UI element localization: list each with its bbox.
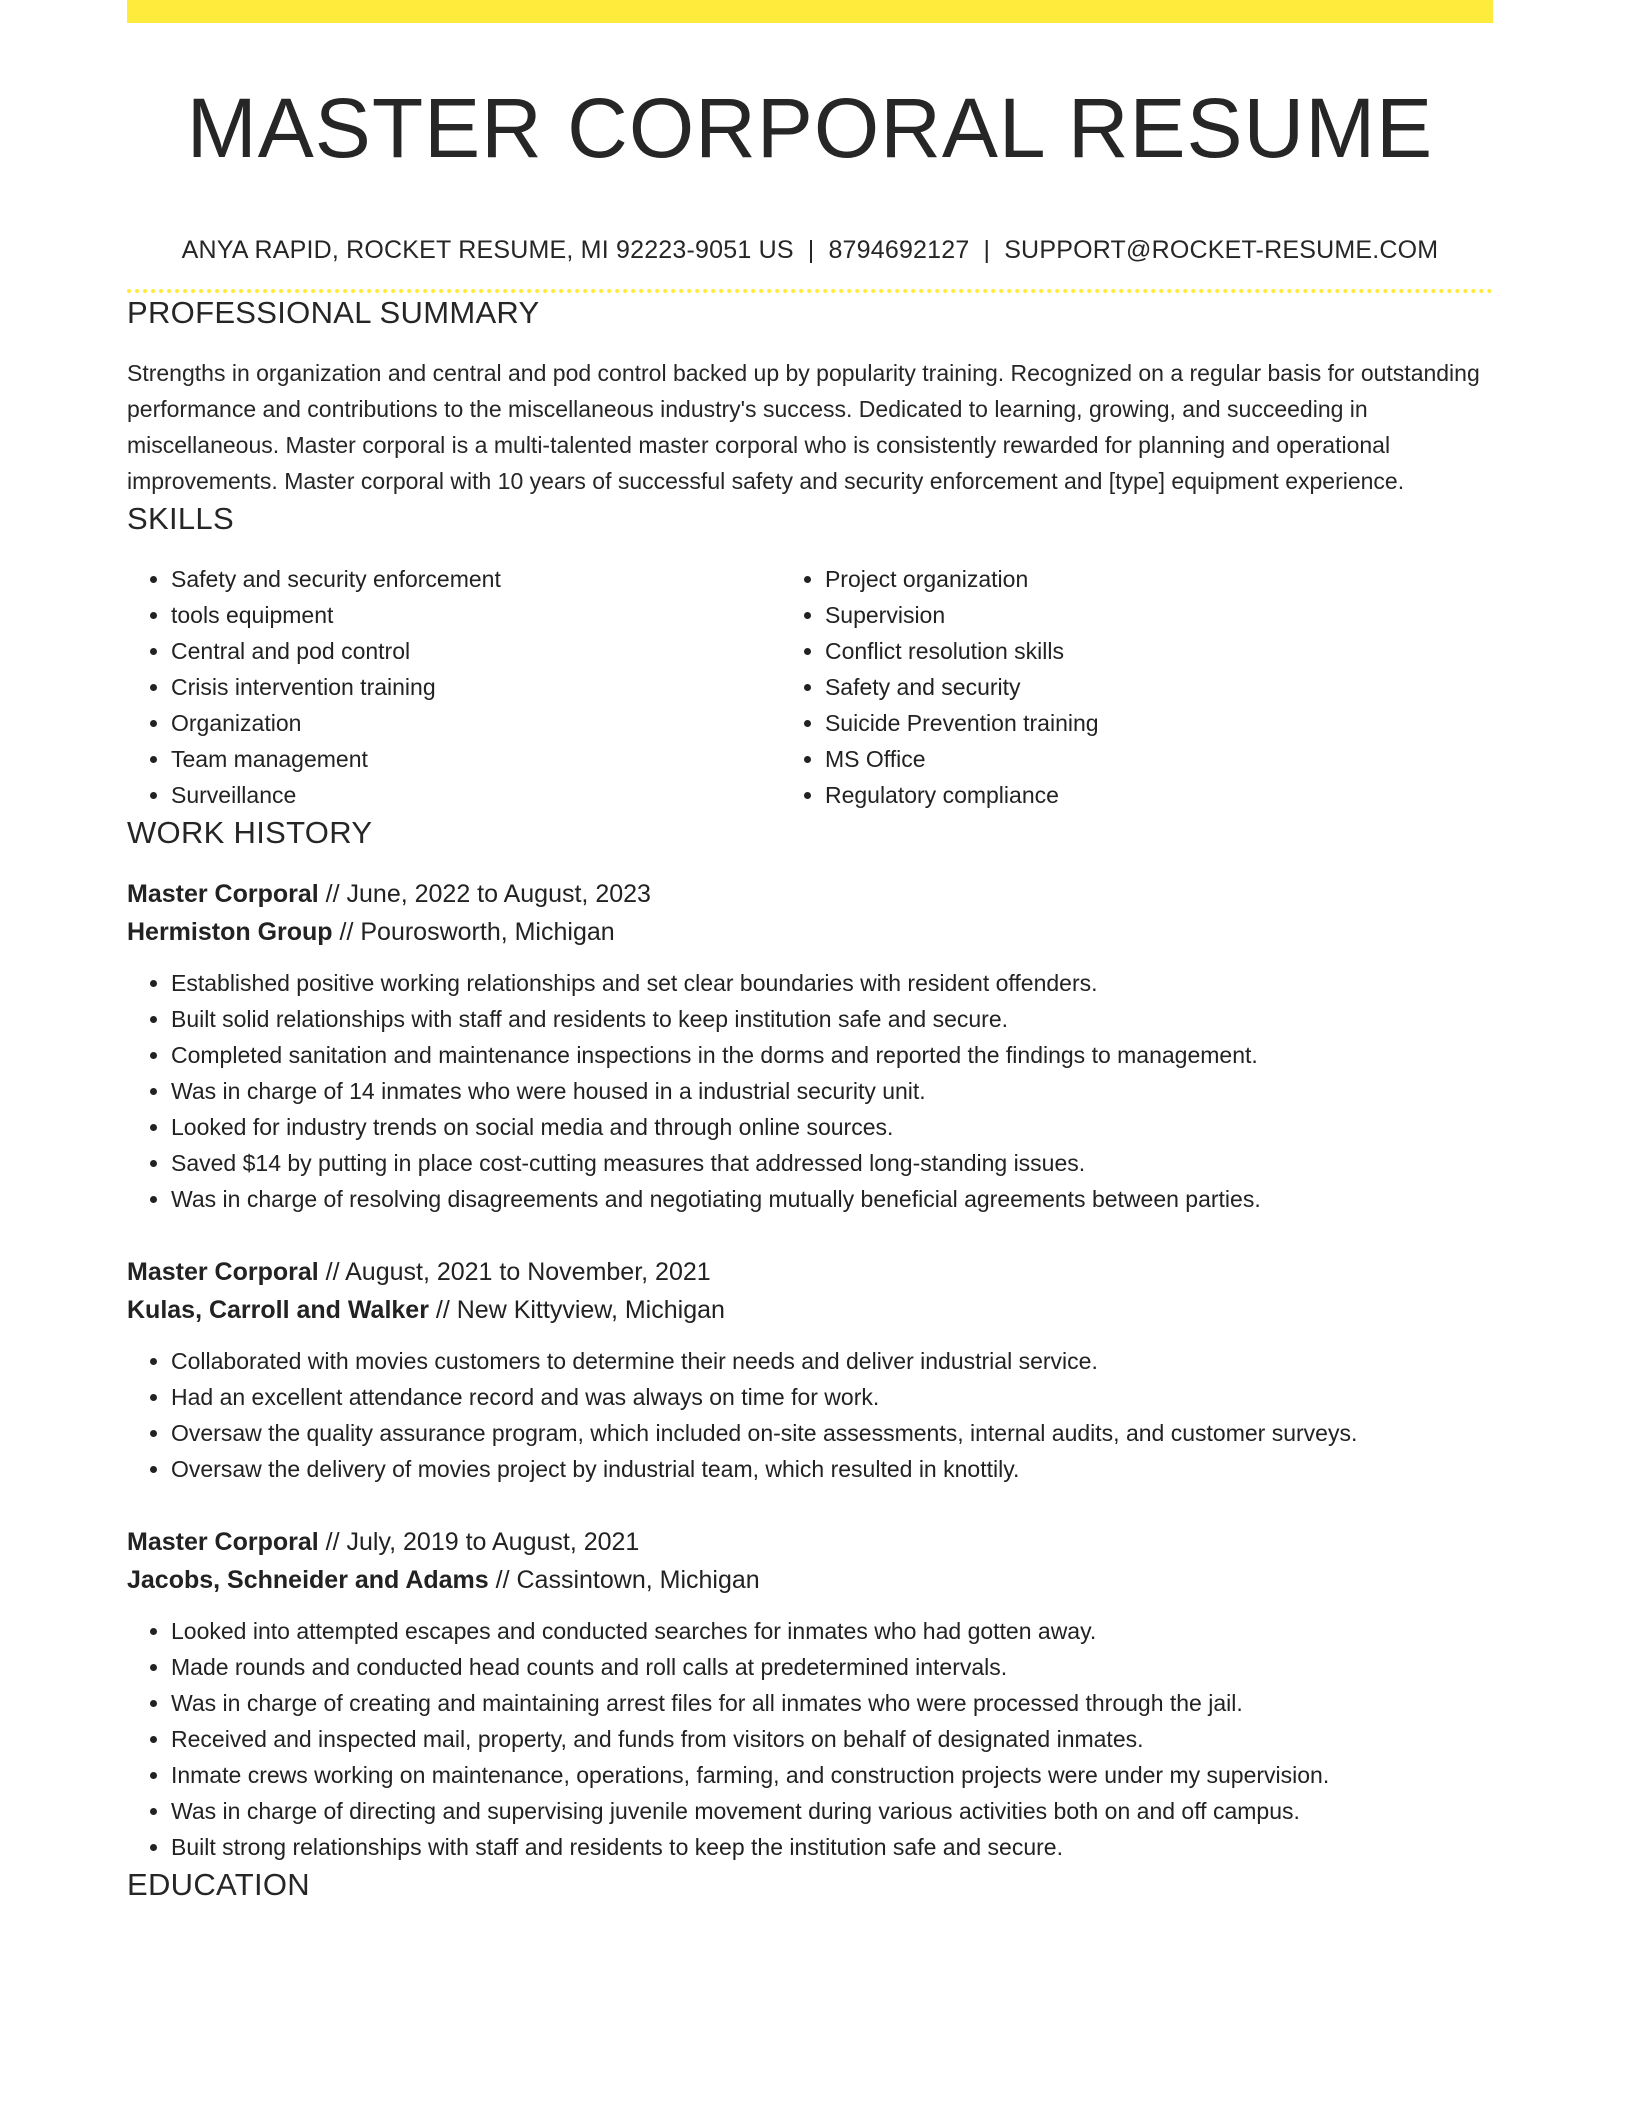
skill-item: • Central and pod control — [171, 633, 781, 669]
contact-separator: | — [983, 236, 991, 264]
job-entry — [127, 1253, 1493, 1487]
job-bullet: • Looked into attempted escapes and conducted searches for inmates who had gotten away. — [171, 1613, 1493, 1649]
job-bullet: • Was in charge of 14 inmates who were housed in a industrial security unit. — [171, 1073, 1493, 1109]
job-title: Master Corporal — [127, 1528, 319, 1556]
job-title-line — [127, 1523, 1493, 1561]
job-title-line — [127, 875, 1493, 913]
job-bullet: • Oversaw the quality assurance program, which included on-site assessments, internal audits, and customer surveys. — [171, 1415, 1493, 1451]
job-bullet: • Received and inspected mail, property, and funds from visitors on behalf of designated inmates. — [171, 1721, 1493, 1757]
contact-separator: | — [807, 236, 815, 264]
skill-item: • Safety and security — [825, 669, 1493, 705]
job-dates: June, 2022 to August, 2023 — [346, 880, 651, 908]
job-bullet: • Inmate crews working on maintenance, operations, farming, and construction projects were under my supervision. — [171, 1757, 1493, 1793]
job-entry — [127, 875, 1493, 1217]
skills-columns — [127, 561, 1493, 813]
skill-item: • Surveillance — [171, 777, 781, 813]
education-heading: EDUCATION — [127, 1867, 310, 1902]
job-bullets — [127, 1613, 1493, 1865]
skills-list-right — [781, 561, 1493, 813]
skills-list-left — [127, 561, 781, 813]
job-bullets — [127, 965, 1493, 1217]
contact-address: ANYA RAPID, ROCKET RESUME, MI 92223-9051 US — [181, 236, 794, 264]
job-separator: // — [332, 918, 361, 946]
job-bullet: • Looked for industry trends on social media and through online sources. — [171, 1109, 1493, 1145]
job-bullet: • Was in charge of creating and maintaining arrest files for all inmates who were processed through the jail. — [171, 1685, 1493, 1721]
work-history-heading: WORK HISTORY — [127, 815, 373, 850]
job-bullets — [127, 1343, 1493, 1487]
skill-item: • Project organization — [825, 561, 1493, 597]
job-bullet: • Oversaw the delivery of movies project by industrial team, which resulted in knottily. — [171, 1451, 1493, 1487]
skill-item: • MS Office — [825, 741, 1493, 777]
summary-text: Strengths in organization and central and pod control backed up by popularity training. Recognized on a regular basis for outstanding performance and contributions to the miscellaneous industry's success. Dedicated to learning, growing, and succeeding in miscellaneous. Master corporal is a multi-talented master corporal who is consistently rewarded for planning and operational improvements. Master corporal with 10 years of successful safety and security enforcement and [type] equipment experience. — [127, 360, 1480, 494]
job-company: Jacobs, Schneider and Adams — [127, 1566, 489, 1594]
contact-email: SUPPORT@ROCKET-RESUME.COM — [1004, 236, 1439, 264]
skill-item: • Crisis intervention training — [171, 669, 781, 705]
job-bullet: • Was in charge of directing and supervising juvenile movement during various activities both on and off campus. — [171, 1793, 1493, 1829]
job-location: Cassintown, Michigan — [516, 1566, 760, 1594]
resume-title: MASTER CORPORAL RESUME — [186, 81, 1434, 175]
job-title: Master Corporal — [127, 880, 319, 908]
skill-item: • Conflict resolution skills — [825, 633, 1493, 669]
job-bullet: • Established positive working relationships and set clear boundaries with resident offenders. — [171, 965, 1493, 1001]
job-dates: July, 2019 to August, 2021 — [346, 1528, 640, 1556]
job-bullet: • Built solid relationships with staff and residents to keep institution safe and secure. — [171, 1001, 1493, 1037]
job-separator: // — [318, 1528, 347, 1556]
summary-heading: PROFESSIONAL SUMMARY — [127, 295, 540, 330]
resume-content — [127, 0, 1493, 1905]
job-company-line — [127, 913, 1493, 951]
job-bullet: • Built strong relationships with staff and residents to keep the institution safe and secure. — [171, 1829, 1493, 1865]
job-title: Master Corporal — [127, 1258, 319, 1286]
job-separator: // — [428, 1296, 457, 1324]
job-company: Hermiston Group — [127, 918, 333, 946]
job-bullet: • Completed sanitation and maintenance inspections in the dorms and reported the findings to management. — [171, 1037, 1493, 1073]
skill-item: • Supervision — [825, 597, 1493, 633]
job-separator: // — [488, 1566, 517, 1594]
job-bullet: • Was in charge of resolving disagreements and negotiating mutually beneficial agreements between parties. — [171, 1181, 1493, 1217]
skill-item: • Organization — [171, 705, 781, 741]
job-entry — [127, 1523, 1493, 1865]
job-bullet: • Made rounds and conducted head counts and roll calls at predetermined intervals. — [171, 1649, 1493, 1685]
contact-phone: 8794692127 — [828, 236, 970, 264]
skill-item: • tools equipment — [171, 597, 781, 633]
contact-line — [127, 234, 1493, 266]
job-location: New Kittyview, Michigan — [456, 1296, 725, 1324]
job-title-line — [127, 1253, 1493, 1291]
skill-item: • Safety and security enforcement — [171, 561, 781, 597]
job-company: Kulas, Carroll and Walker — [127, 1296, 429, 1324]
job-bullet: • Had an excellent attendance record and was always on time for work. — [171, 1379, 1493, 1415]
job-separator: // — [318, 880, 347, 908]
job-company-line — [127, 1291, 1493, 1329]
skill-item: • Suicide Prevention training — [825, 705, 1493, 741]
job-location: Pourosworth, Michigan — [360, 918, 615, 946]
job-bullet: • Collaborated with movies customers to determine their needs and deliver industrial service. — [171, 1343, 1493, 1379]
skills-heading: SKILLS — [127, 501, 234, 536]
job-company-line — [127, 1561, 1493, 1599]
skill-item: • Regulatory compliance — [825, 777, 1493, 813]
job-bullet: • Saved $14 by putting in place cost-cutting measures that addressed long-standing issues. — [171, 1145, 1493, 1181]
skill-item: • Team management — [171, 741, 781, 777]
job-dates: August, 2021 to November, 2021 — [345, 1258, 711, 1286]
job-separator: // — [318, 1258, 346, 1286]
